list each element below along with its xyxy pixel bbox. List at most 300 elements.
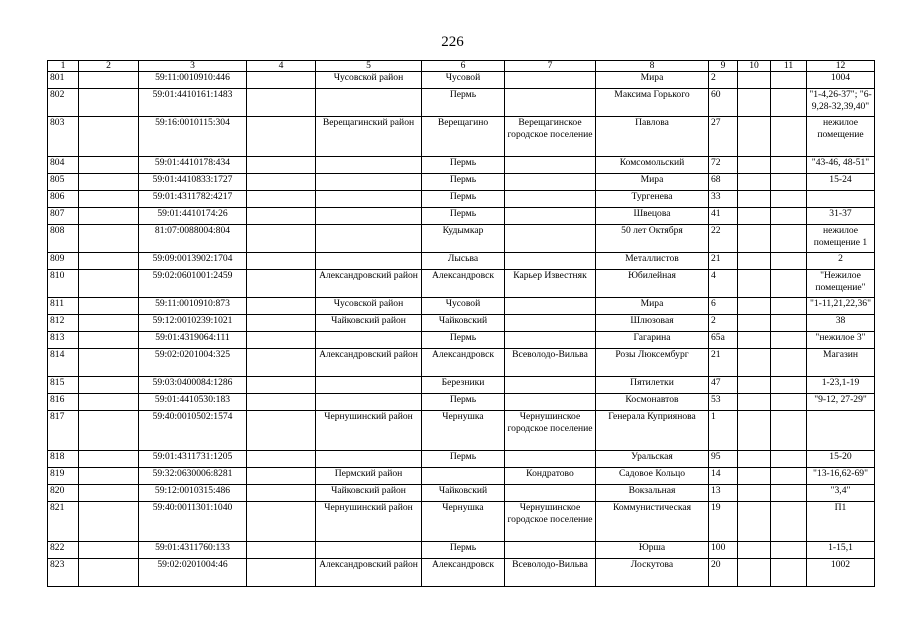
col-header: 6: [422, 61, 505, 72]
col-header: 10: [738, 61, 771, 72]
house-cell: 21: [709, 349, 738, 377]
city-cell: Верещагино: [422, 117, 505, 157]
col11-cell: [771, 208, 807, 225]
district-cell: [316, 542, 422, 559]
district-cell: [316, 394, 422, 411]
city-cell: Чайковский: [422, 485, 505, 502]
city-cell: Пермь: [422, 191, 505, 208]
col-header: 8: [596, 61, 709, 72]
col-header: 3: [139, 61, 247, 72]
col10-cell: [738, 451, 771, 468]
col11-cell: [771, 270, 807, 298]
cadastral-number: 59:01:4311760:133: [139, 542, 247, 559]
house-cell: 27: [709, 117, 738, 157]
district-cell: Чайковский район: [316, 315, 422, 332]
table-row: [48, 174, 875, 191]
city-cell: Пермь: [422, 451, 505, 468]
row-number: 801: [48, 72, 79, 89]
col2-cell: [79, 377, 139, 394]
col10-cell: [738, 411, 771, 451]
cadastral-number: 59:02:0201004:46: [139, 559, 247, 587]
premises-cell: 1002: [807, 559, 875, 587]
table-row: [48, 89, 875, 117]
col2-cell: [79, 270, 139, 298]
house-cell: 2: [709, 72, 738, 89]
col10-cell: [738, 208, 771, 225]
district-cell: [316, 157, 422, 174]
col11-cell: [771, 332, 807, 349]
district-cell: [316, 89, 422, 117]
premises-cell: "нежилое 3": [807, 332, 875, 349]
col-header: 1: [48, 61, 79, 72]
cadastral-number: 59:11:0010910:446: [139, 72, 247, 89]
city-cell: Чайковский: [422, 315, 505, 332]
cadastral-number: 59:01:4410178:434: [139, 157, 247, 174]
col2-cell: [79, 542, 139, 559]
row-number: 804: [48, 157, 79, 174]
col11-cell: [771, 451, 807, 468]
cadastral-number: 59:32:0630006:8281: [139, 468, 247, 485]
table-row: [48, 542, 875, 559]
col-header: 4: [247, 61, 316, 72]
table-row: [48, 315, 875, 332]
district-cell: [316, 174, 422, 191]
col10-cell: [738, 485, 771, 502]
settlement-cell: Карьер Известняк: [505, 270, 596, 298]
row-number: 821: [48, 502, 79, 542]
district-cell: Чусовской район: [316, 72, 422, 89]
table-row: [48, 485, 875, 502]
row-number: 803: [48, 117, 79, 157]
premises-cell: 15-20: [807, 451, 875, 468]
city-cell: Чусовой: [422, 72, 505, 89]
col11-cell: [771, 502, 807, 542]
row-number: 812: [48, 315, 79, 332]
col-header: 12: [807, 61, 875, 72]
table-row: [48, 411, 875, 451]
premises-cell: "13-16,62-69": [807, 468, 875, 485]
street-cell: Максима Горького: [596, 89, 709, 117]
settlement-cell: Верещагинское городское поселение: [505, 117, 596, 157]
street-cell: Вокзальная: [596, 485, 709, 502]
settlement-cell: [505, 542, 596, 559]
house-cell: 2: [709, 315, 738, 332]
house-cell: 4: [709, 270, 738, 298]
col-header: 9: [709, 61, 738, 72]
col-header: 5: [316, 61, 422, 72]
header-row: [48, 61, 875, 72]
district-cell: Пермский район: [316, 468, 422, 485]
col11-cell: [771, 349, 807, 377]
street-cell: Юбилейная: [596, 270, 709, 298]
col11-cell: [771, 559, 807, 587]
col10-cell: [738, 225, 771, 253]
col10-cell: [738, 394, 771, 411]
table-row: [48, 191, 875, 208]
house-cell: 22: [709, 225, 738, 253]
settlement-cell: Всеволодо-Вильва: [505, 559, 596, 587]
col4-cell: [247, 377, 316, 394]
district-cell: Чусовской район: [316, 298, 422, 315]
col4-cell: [247, 298, 316, 315]
settlement-cell: [505, 315, 596, 332]
col10-cell: [738, 191, 771, 208]
premises-cell: 2: [807, 253, 875, 270]
house-cell: 21: [709, 253, 738, 270]
street-cell: Тургенева: [596, 191, 709, 208]
row-number: 806: [48, 191, 79, 208]
table-row: [48, 253, 875, 270]
district-cell: Чайковский район: [316, 485, 422, 502]
district-cell: Чернушинский район: [316, 502, 422, 542]
city-cell: Александровск: [422, 349, 505, 377]
col4-cell: [247, 542, 316, 559]
col2-cell: [79, 117, 139, 157]
table-row: [48, 451, 875, 468]
premises-cell: "1-4,26-37"; "6-9,28-32,39,40": [807, 89, 875, 117]
col4-cell: [247, 349, 316, 377]
row-number: 805: [48, 174, 79, 191]
district-cell: Александровский район: [316, 559, 422, 587]
settlement-cell: [505, 485, 596, 502]
street-cell: Космонавтов: [596, 394, 709, 411]
premises-cell: Магазин: [807, 349, 875, 377]
col4-cell: [247, 225, 316, 253]
premises-cell: П1: [807, 502, 875, 542]
district-cell: [316, 191, 422, 208]
col11-cell: [771, 157, 807, 174]
col2-cell: [79, 191, 139, 208]
house-cell: 14: [709, 468, 738, 485]
settlement-cell: [505, 157, 596, 174]
city-cell: Кудымкар: [422, 225, 505, 253]
page-number: 226: [441, 34, 464, 50]
city-cell: Пермь: [422, 208, 505, 225]
street-cell: Павлова: [596, 117, 709, 157]
street-cell: Швецова: [596, 208, 709, 225]
row-number: 807: [48, 208, 79, 225]
col-header: 11: [771, 61, 807, 72]
house-cell: 41: [709, 208, 738, 225]
table-row: [48, 559, 875, 587]
street-cell: Коммунистическая: [596, 502, 709, 542]
col2-cell: [79, 298, 139, 315]
table-row: [48, 117, 875, 157]
col4-cell: [247, 270, 316, 298]
row-number: 822: [48, 542, 79, 559]
col4-cell: [247, 157, 316, 174]
house-cell: 47: [709, 377, 738, 394]
col4-cell: [247, 191, 316, 208]
col10-cell: [738, 72, 771, 89]
district-cell: [316, 332, 422, 349]
col2-cell: [79, 253, 139, 270]
table-row: [48, 298, 875, 315]
cadastral-number: 59:12:0010315:486: [139, 485, 247, 502]
district-cell: Александровский район: [316, 270, 422, 298]
col4-cell: [247, 315, 316, 332]
col11-cell: [771, 411, 807, 451]
cadastral-number: 59:01:4311782:4217: [139, 191, 247, 208]
col-header: 2: [79, 61, 139, 72]
col2-cell: [79, 411, 139, 451]
col4-cell: [247, 332, 316, 349]
city-cell: Александровск: [422, 559, 505, 587]
col10-cell: [738, 174, 771, 191]
premises-cell: "Нежилое помещение": [807, 270, 875, 298]
col2-cell: [79, 394, 139, 411]
col10-cell: [738, 468, 771, 485]
col10-cell: [738, 117, 771, 157]
col4-cell: [247, 502, 316, 542]
col4-cell: [247, 394, 316, 411]
settlement-cell: [505, 89, 596, 117]
col2-cell: [79, 225, 139, 253]
col10-cell: [738, 542, 771, 559]
house-cell: 72: [709, 157, 738, 174]
city-cell: Пермь: [422, 89, 505, 117]
house-cell: 33: [709, 191, 738, 208]
row-number: 819: [48, 468, 79, 485]
col11-cell: [771, 225, 807, 253]
cadastral-number: 81:07:0088004:804: [139, 225, 247, 253]
table-row: [48, 157, 875, 174]
premises-cell: 1-15,1: [807, 542, 875, 559]
col4-cell: [247, 117, 316, 157]
city-cell: Чернушка: [422, 411, 505, 451]
house-cell: 65а: [709, 332, 738, 349]
premises-cell: 15-24: [807, 174, 875, 191]
cadastral-number: 59:11:0010910:873: [139, 298, 247, 315]
table-row: [48, 349, 875, 377]
premises-cell: "3,4": [807, 485, 875, 502]
row-number: 815: [48, 377, 79, 394]
street-cell: Генерала Куприянова: [596, 411, 709, 451]
row-number: 816: [48, 394, 79, 411]
col4-cell: [247, 253, 316, 270]
col11-cell: [771, 394, 807, 411]
col10-cell: [738, 89, 771, 117]
col2-cell: [79, 315, 139, 332]
city-cell: Лысьва: [422, 253, 505, 270]
house-cell: 1: [709, 411, 738, 451]
district-cell: [316, 208, 422, 225]
col11-cell: [771, 542, 807, 559]
street-cell: Мира: [596, 72, 709, 89]
house-cell: 68: [709, 174, 738, 191]
row-number: 810: [48, 270, 79, 298]
premises-cell: 1004: [807, 72, 875, 89]
house-cell: 53: [709, 394, 738, 411]
cadastral-number: 59:01:4410174:26: [139, 208, 247, 225]
table-row: [48, 377, 875, 394]
cadastral-number: 59:01:4319064:111: [139, 332, 247, 349]
col-header: 7: [505, 61, 596, 72]
table-row: [48, 394, 875, 411]
cadastral-number: 59:40:0010502:1574: [139, 411, 247, 451]
row-number: 811: [48, 298, 79, 315]
settlement-cell: [505, 377, 596, 394]
col10-cell: [738, 559, 771, 587]
col11-cell: [771, 89, 807, 117]
col2-cell: [79, 468, 139, 485]
col10-cell: [738, 377, 771, 394]
col4-cell: [247, 72, 316, 89]
table-row: [48, 270, 875, 298]
settlement-cell: [505, 253, 596, 270]
settlement-cell: [505, 191, 596, 208]
premises-cell: 38: [807, 315, 875, 332]
col10-cell: [738, 315, 771, 332]
settlement-cell: [505, 208, 596, 225]
cadastral-number: 59:09:0013902:1704: [139, 253, 247, 270]
street-cell: Комсомольский: [596, 157, 709, 174]
settlement-cell: Кондратово: [505, 468, 596, 485]
premises-cell: [807, 411, 875, 451]
table-row: [48, 332, 875, 349]
city-cell: [422, 468, 505, 485]
col2-cell: [79, 485, 139, 502]
cadastral-number: 59:03:0400084:1286: [139, 377, 247, 394]
col4-cell: [247, 451, 316, 468]
house-cell: 95: [709, 451, 738, 468]
col4-cell: [247, 89, 316, 117]
district-cell: [316, 377, 422, 394]
col2-cell: [79, 72, 139, 89]
city-cell: Чернушка: [422, 502, 505, 542]
cadastral-number: 59:01:4410161:1483: [139, 89, 247, 117]
table-row: [48, 72, 875, 89]
street-cell: Мира: [596, 174, 709, 191]
district-cell: Александровский район: [316, 349, 422, 377]
house-cell: 20: [709, 559, 738, 587]
settlement-cell: [505, 174, 596, 191]
district-cell: [316, 451, 422, 468]
street-cell: Шлюзовая: [596, 315, 709, 332]
house-cell: 100: [709, 542, 738, 559]
street-cell: Пятилетки: [596, 377, 709, 394]
settlement-cell: [505, 394, 596, 411]
cadastral-number: 59:12:0010239:1021: [139, 315, 247, 332]
house-cell: 19: [709, 502, 738, 542]
table-row: [48, 225, 875, 253]
city-cell: Пермь: [422, 542, 505, 559]
col11-cell: [771, 191, 807, 208]
settlement-cell: [505, 298, 596, 315]
street-cell: Садовое Кольцо: [596, 468, 709, 485]
col10-cell: [738, 349, 771, 377]
col4-cell: [247, 468, 316, 485]
street-cell: Юрша: [596, 542, 709, 559]
premises-cell: [807, 191, 875, 208]
col11-cell: [771, 468, 807, 485]
col4-cell: [247, 208, 316, 225]
cadastral-number: 59:01:4311731:1205: [139, 451, 247, 468]
settlement-cell: [505, 225, 596, 253]
col2-cell: [79, 451, 139, 468]
col4-cell: [247, 485, 316, 502]
col2-cell: [79, 502, 139, 542]
settlement-cell: [505, 332, 596, 349]
settlement-cell: [505, 451, 596, 468]
row-number: 820: [48, 485, 79, 502]
cadastral-number: 59:40:0011301:1040: [139, 502, 247, 542]
street-cell: Гагарина: [596, 332, 709, 349]
house-cell: 13: [709, 485, 738, 502]
col11-cell: [771, 485, 807, 502]
cadastral-number: 59:02:0601001:2459: [139, 270, 247, 298]
cadastral-number: 59:01:4410530:183: [139, 394, 247, 411]
col11-cell: [771, 117, 807, 157]
city-cell: Пермь: [422, 394, 505, 411]
premises-cell: "9-12, 27-29": [807, 394, 875, 411]
city-cell: Александровск: [422, 270, 505, 298]
premises-cell: нежилое помещение 1: [807, 225, 875, 253]
col4-cell: [247, 559, 316, 587]
premises-cell: нежилое помещение: [807, 117, 875, 157]
city-cell: Березники: [422, 377, 505, 394]
col2-cell: [79, 349, 139, 377]
district-cell: Чернушинский район: [316, 411, 422, 451]
cadastral-number: 59:02:0201004:325: [139, 349, 247, 377]
cadastral-number: 59:01:4410833:1727: [139, 174, 247, 191]
row-number: 808: [48, 225, 79, 253]
premises-cell: 1-23,1-19: [807, 377, 875, 394]
col2-cell: [79, 332, 139, 349]
col11-cell: [771, 174, 807, 191]
street-cell: Лоскутова: [596, 559, 709, 587]
row-number: 814: [48, 349, 79, 377]
city-cell: Пермь: [422, 157, 505, 174]
premises-cell: "43-46, 48-51": [807, 157, 875, 174]
premises-cell: 31-37: [807, 208, 875, 225]
street-cell: Уральская: [596, 451, 709, 468]
street-cell: Металлистов: [596, 253, 709, 270]
row-number: 802: [48, 89, 79, 117]
registry-table: [47, 60, 875, 587]
col10-cell: [738, 332, 771, 349]
settlement-cell: [505, 72, 596, 89]
settlement-cell: Чернушинское городское поселение: [505, 411, 596, 451]
street-cell: Розы Люксембург: [596, 349, 709, 377]
col10-cell: [738, 253, 771, 270]
row-number: 823: [48, 559, 79, 587]
cadastral-number: 59:16:0010115:304: [139, 117, 247, 157]
house-cell: 60: [709, 89, 738, 117]
col11-cell: [771, 377, 807, 394]
col10-cell: [738, 298, 771, 315]
col10-cell: [738, 270, 771, 298]
district-cell: [316, 225, 422, 253]
street-cell: 50 лет Октября: [596, 225, 709, 253]
settlement-cell: Всеволодо-Вильва: [505, 349, 596, 377]
district-cell: [316, 253, 422, 270]
premises-cell: "1-11,21,22,36": [807, 298, 875, 315]
row-number: 809: [48, 253, 79, 270]
col2-cell: [79, 89, 139, 117]
city-cell: Пермь: [422, 174, 505, 191]
col10-cell: [738, 502, 771, 542]
col11-cell: [771, 253, 807, 270]
street-cell: Мира: [596, 298, 709, 315]
col4-cell: [247, 174, 316, 191]
house-cell: 6: [709, 298, 738, 315]
settlement-cell: Чернушинское городское поселение: [505, 502, 596, 542]
col2-cell: [79, 174, 139, 191]
col4-cell: [247, 411, 316, 451]
table-row: [48, 208, 875, 225]
col11-cell: [771, 315, 807, 332]
